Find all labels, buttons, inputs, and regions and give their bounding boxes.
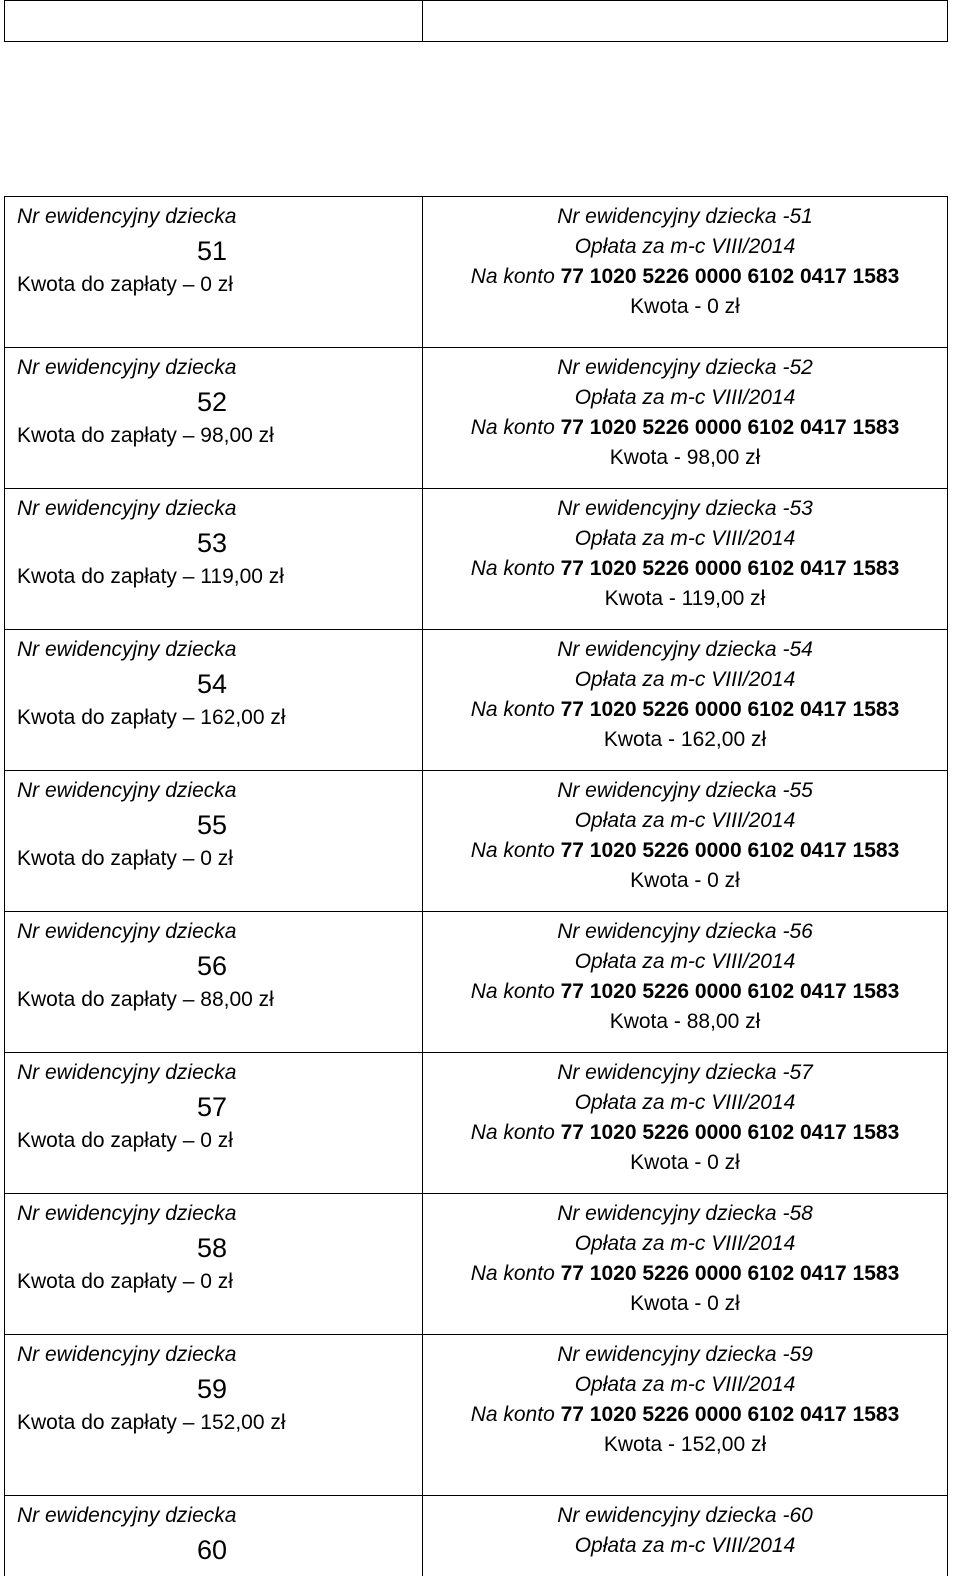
coupon-row [5, 630, 947, 771]
bank-account [423, 1118, 947, 1148]
transfer-child-id-number: -59 [776, 1343, 813, 1366]
transfer-child-id [423, 1340, 947, 1370]
payment-period: Opłata za m-c VIII/2014 [574, 809, 796, 832]
bank-account [423, 1400, 947, 1430]
coupon-stub [5, 197, 423, 347]
transfer-child-id-number: -51 [776, 205, 813, 228]
transfer-amount: Kwota - 88,00 zł [609, 1010, 761, 1033]
transfer-child-id [423, 776, 947, 806]
coupon-stub [5, 771, 423, 911]
bank-account [423, 977, 947, 1007]
amount-due: Kwota do zapłaty – 119,00 zł [17, 565, 284, 588]
coupon-stub [5, 630, 423, 770]
bank-account [423, 413, 947, 443]
bank-account [423, 836, 947, 866]
child-id-label: Nr ewidencyjny dziecka [17, 779, 237, 802]
bank-account [423, 262, 947, 292]
transfer-child-id [423, 1199, 947, 1229]
transfer-child-id-label: Nr ewidencyjny dziecka [557, 1202, 777, 1225]
transfer-child-id-number: -55 [776, 779, 813, 802]
coupon-row [5, 1194, 947, 1335]
transfer-child-id [423, 353, 947, 383]
transfer-child-id-number: -54 [776, 638, 813, 661]
child-id-number: 51 [197, 236, 228, 266]
child-id-label: Nr ewidencyjny dziecka [17, 1343, 237, 1366]
amount-due: Kwota do zapłaty – 0 zł [17, 273, 233, 296]
account-number: 77 1020 5226 0000 6102 0417 1583 [560, 1403, 900, 1426]
transfer-child-id-label: Nr ewidencyjny dziecka [557, 1061, 777, 1084]
child-id-number: 53 [197, 528, 228, 558]
payment-period: Opłata za m-c VIII/2014 [574, 527, 796, 550]
coupon-transfer [423, 197, 947, 347]
transfer-amount: Kwota - 162,00 zł [603, 728, 767, 751]
bank-account [423, 1259, 947, 1289]
child-id-label: Nr ewidencyjny dziecka [17, 356, 237, 379]
transfer-child-id-label: Nr ewidencyjny dziecka [557, 1343, 777, 1366]
payment-period: Opłata za m-c VIII/2014 [574, 1534, 796, 1557]
amount-due: Kwota do zapłaty – 88,00 zł [17, 988, 274, 1011]
coupon-transfer [423, 1053, 947, 1193]
transfer-child-id-label: Nr ewidencyjny dziecka [557, 356, 777, 379]
transfer-amount: Kwota - 98,00 zł [609, 446, 761, 469]
transfer-child-id [423, 635, 947, 665]
transfer-child-id-number: -56 [776, 920, 813, 943]
amount-due: Kwota do zapłaty – 152,00 zł [17, 1411, 286, 1434]
coupon-transfer [423, 630, 947, 770]
amount-due: Kwota do zapłaty – 0 zł [17, 847, 233, 870]
account-number: 77 1020 5226 0000 6102 0417 1583 [560, 1121, 900, 1144]
payment-period: Opłata za m-c VIII/2014 [574, 668, 796, 691]
account-number: 77 1020 5226 0000 6102 0417 1583 [560, 698, 900, 721]
transfer-child-id [423, 202, 947, 232]
coupon-row [5, 1335, 947, 1496]
account-label: Na konto [470, 265, 555, 288]
transfer-child-id [423, 917, 947, 947]
coupon-stub [5, 1053, 423, 1193]
payment-period: Opłata za m-c VIII/2014 [574, 235, 796, 258]
coupon-row [5, 1496, 947, 1576]
account-label: Na konto [470, 1121, 555, 1144]
transfer-child-id [423, 494, 947, 524]
child-id-label: Nr ewidencyjny dziecka [17, 497, 237, 520]
transfer-child-id-number: -53 [776, 497, 813, 520]
coupon-stub [5, 912, 423, 1052]
transfer-child-id-label: Nr ewidencyjny dziecka [557, 497, 777, 520]
coupon-transfer [423, 1335, 947, 1495]
account-label: Na konto [470, 698, 555, 721]
coupon-row [5, 197, 947, 348]
child-id-number: 60 [197, 1535, 228, 1565]
coupon-transfer [423, 348, 947, 488]
coupon-transfer [423, 1496, 947, 1576]
child-id-label: Nr ewidencyjny dziecka [17, 205, 237, 228]
transfer-child-id [423, 1501, 947, 1531]
account-number: 77 1020 5226 0000 6102 0417 1583 [560, 416, 900, 439]
coupon-transfer [423, 1194, 947, 1334]
transfer-amount: Kwota - 0 zł [630, 869, 740, 892]
amount-due: Kwota do zapłaty – 162,00 zł [17, 706, 286, 729]
top-table-right-cell [423, 1, 947, 41]
transfer-child-id-number: -58 [776, 1202, 813, 1225]
transfer-amount: Kwota - 119,00 zł [604, 587, 766, 610]
coupon-row [5, 912, 947, 1053]
coupon-row [5, 348, 947, 489]
bank-account [423, 695, 947, 725]
coupon-row [5, 771, 947, 912]
coupon-transfer [423, 489, 947, 629]
account-label: Na konto [470, 416, 555, 439]
child-id-label: Nr ewidencyjny dziecka [17, 1504, 237, 1527]
transfer-child-id-label: Nr ewidencyjny dziecka [557, 205, 777, 228]
payment-period: Opłata za m-c VIII/2014 [574, 1091, 796, 1114]
account-label: Na konto [470, 557, 555, 580]
child-id-label: Nr ewidencyjny dziecka [17, 1202, 237, 1225]
coupon-row [5, 489, 947, 630]
transfer-amount: Kwota - 152,00 zł [603, 1433, 767, 1456]
coupon-transfer [423, 912, 947, 1052]
transfer-child-id [423, 1058, 947, 1088]
child-id-number: 56 [197, 951, 228, 981]
child-id-number: 57 [197, 1092, 228, 1122]
child-id-number: 59 [197, 1374, 228, 1404]
payment-period: Opłata za m-c VIII/2014 [574, 1373, 796, 1396]
child-id-number: 55 [197, 810, 228, 840]
account-label: Na konto [470, 1262, 555, 1285]
account-number: 77 1020 5226 0000 6102 0417 1583 [560, 1262, 900, 1285]
child-id-label: Nr ewidencyjny dziecka [17, 920, 237, 943]
transfer-child-id-number: -57 [776, 1061, 813, 1084]
account-number: 77 1020 5226 0000 6102 0417 1583 [560, 839, 900, 862]
coupon-stub [5, 1194, 423, 1334]
account-number: 77 1020 5226 0000 6102 0417 1583 [560, 980, 900, 1003]
amount-due: Kwota do zapłaty – 0 zł [17, 1129, 233, 1152]
transfer-child-id-label: Nr ewidencyjny dziecka [557, 638, 777, 661]
transfer-child-id-label: Nr ewidencyjny dziecka [557, 779, 777, 802]
amount-due: Kwota do zapłaty – 98,00 zł [17, 424, 274, 447]
top-table-left-cell [5, 1, 423, 41]
coupon-table [4, 196, 948, 1576]
account-label: Na konto [470, 1403, 555, 1426]
coupon-row [5, 1053, 947, 1194]
account-label: Na konto [470, 980, 555, 1003]
transfer-child-id-number: -52 [776, 356, 813, 379]
account-number: 77 1020 5226 0000 6102 0417 1583 [560, 557, 900, 580]
child-id-label: Nr ewidencyjny dziecka [17, 638, 237, 661]
transfer-amount: Kwota - 0 zł [630, 1151, 740, 1174]
coupon-stub [5, 1496, 423, 1576]
coupon-stub [5, 1335, 423, 1495]
payment-period: Opłata za m-c VIII/2014 [574, 386, 796, 409]
payment-period: Opłata za m-c VIII/2014 [574, 950, 796, 973]
account-number: 77 1020 5226 0000 6102 0417 1583 [560, 265, 900, 288]
amount-due: Kwota do zapłaty – 0 zł [17, 1270, 233, 1293]
coupon-stub [5, 348, 423, 488]
transfer-child-id-label: Nr ewidencyjny dziecka [557, 920, 777, 943]
child-id-label: Nr ewidencyjny dziecka [17, 1061, 237, 1084]
payment-period: Opłata za m-c VIII/2014 [574, 1232, 796, 1255]
transfer-child-id-label: Nr ewidencyjny dziecka [557, 1504, 777, 1527]
bank-account [423, 554, 947, 584]
coupon-transfer [423, 771, 947, 911]
transfer-amount: Kwota - 0 zł [630, 1292, 740, 1315]
child-id-number: 52 [197, 387, 228, 417]
account-label: Na konto [470, 839, 555, 862]
top-table [4, 0, 948, 42]
transfer-amount: Kwota - 0 zł [630, 295, 740, 318]
transfer-child-id-number: -60 [776, 1504, 813, 1527]
child-id-number: 54 [197, 669, 228, 699]
coupon-stub [5, 489, 423, 629]
child-id-number: 58 [197, 1233, 228, 1263]
